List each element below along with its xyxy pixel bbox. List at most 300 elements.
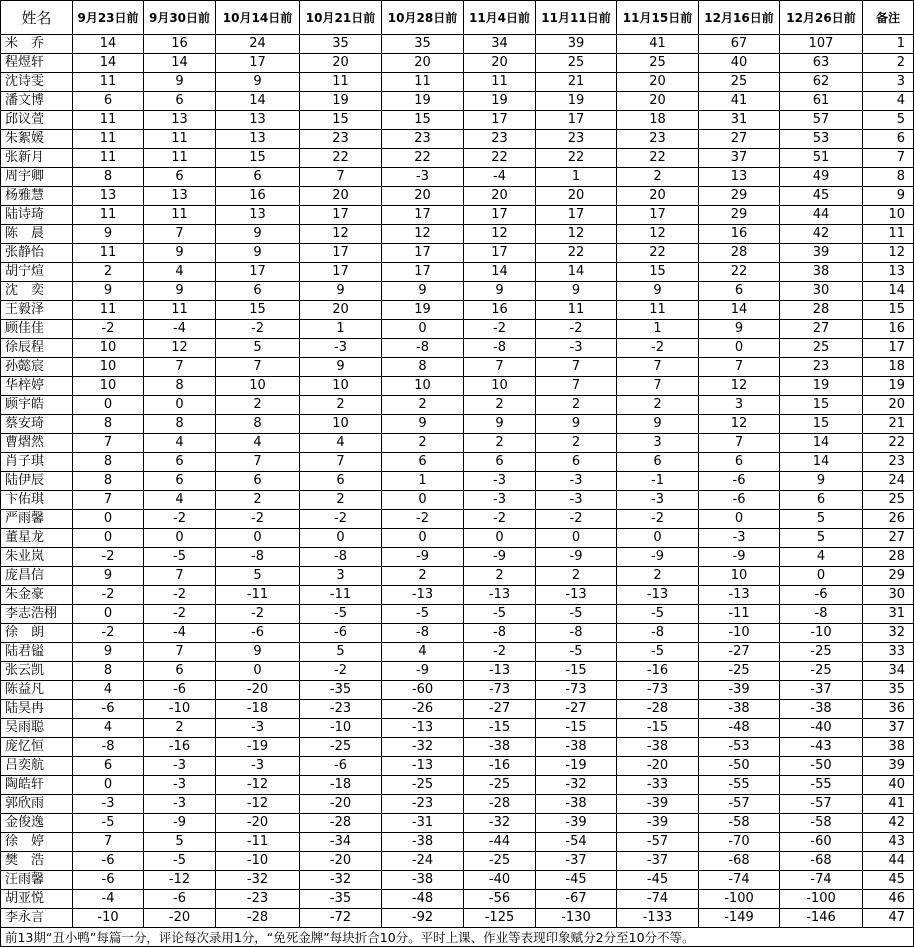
score-cell: 2 [464,396,536,415]
score-cell: -74 [617,890,699,909]
student-name-cell: 董星龙 [1,529,73,548]
score-cell: 17 [300,244,382,263]
score-cell: 17 [382,206,464,225]
table-row [1,206,914,225]
header-row [1,1,914,35]
score-cell: -100 [699,890,780,909]
score-cell: 2 [617,396,699,415]
score-cell: -6 [699,472,780,491]
student-name-cell: 严雨馨 [1,510,73,529]
score-cell: 1 [382,472,464,491]
score-cell: -8 [73,738,144,757]
table-row [1,434,914,453]
rank-note-cell: 23 [863,453,914,472]
column-header-date: 9月23日前 [73,1,144,35]
table-row [1,567,914,586]
score-cell: -34 [300,833,382,852]
score-cell: -2 [144,605,216,624]
score-cell: 0 [780,567,863,586]
score-cell: -2 [464,510,536,529]
score-cell: -10 [216,852,300,871]
score-cell: -28 [464,795,536,814]
score-cell: -1 [617,472,699,491]
score-cell: -38 [780,700,863,719]
score-cell: 11 [73,301,144,320]
score-cell: 9 [300,358,382,377]
score-cell: 10 [73,339,144,358]
score-cell: -92 [382,909,464,928]
score-cell: -2 [464,643,536,662]
score-cell: 17 [382,263,464,282]
score-cell: -55 [780,776,863,795]
score-cell: 9 [216,73,300,92]
student-name-cell: 华梓婷 [1,377,73,396]
score-cell: -8 [464,339,536,358]
rank-note-cell: 39 [863,757,914,776]
column-header-date: 10月21日前 [300,1,382,35]
score-cell: 7 [144,643,216,662]
score-cell: 7 [536,377,617,396]
column-header-note: 备注 [863,1,914,35]
score-cell: -38 [536,738,617,757]
score-cell: 4 [73,719,144,738]
score-cell: -11 [216,833,300,852]
score-cell: -6 [73,871,144,890]
column-header-date: 11月4日前 [464,1,536,35]
table-row [1,491,914,510]
score-cell: -11 [699,605,780,624]
score-cell: -5 [300,605,382,624]
column-header-date: 12月26日前 [780,1,863,35]
student-name-cell: 曹熠然 [1,434,73,453]
score-cell: 7 [73,434,144,453]
score-cell: 0 [300,529,382,548]
score-cell: -5 [617,605,699,624]
score-cell: -3 [300,339,382,358]
score-cell: 7 [73,833,144,852]
score-cell: 2 [617,168,699,187]
score-cell: 6 [464,453,536,472]
score-cell: 20 [464,54,536,73]
score-cell: 0 [216,662,300,681]
score-cell: -9 [144,814,216,833]
score-cell: -40 [464,871,536,890]
score-cell: -25 [382,776,464,795]
score-cell: 17 [464,206,536,225]
rank-note-cell: 10 [863,206,914,225]
score-cell: 11 [464,73,536,92]
student-name-cell: 孙懿宸 [1,358,73,377]
score-cell: 2 [216,491,300,510]
score-cell: 9 [216,244,300,263]
score-cell: 6 [382,453,464,472]
score-cell: -3 [464,491,536,510]
score-cell: -24 [382,852,464,871]
rank-note-cell: 16 [863,320,914,339]
score-cell: 9 [73,567,144,586]
score-cell: -18 [216,700,300,719]
student-name-cell: 沈 奕 [1,282,73,301]
score-cell: 10 [699,567,780,586]
score-cell: 39 [536,35,617,54]
score-cell: -45 [617,871,699,890]
score-cell: 3 [699,396,780,415]
rank-note-cell: 41 [863,795,914,814]
score-cell: -25 [464,776,536,795]
score-cell: 41 [699,92,780,111]
student-name-cell: 徐 婷 [1,833,73,852]
student-name-cell: 朱业岚 [1,548,73,567]
score-cell: -13 [699,586,780,605]
score-cell: 20 [617,92,699,111]
score-cell: -19 [536,757,617,776]
score-cell: -23 [300,700,382,719]
score-cell: -2 [73,320,144,339]
score-cell: 7 [464,358,536,377]
rank-note-cell: 28 [863,548,914,567]
table-row [1,396,914,415]
score-cell: 49 [780,168,863,187]
table-row [1,187,914,206]
student-name-cell: 朱金豪 [1,586,73,605]
score-cell: -8 [382,339,464,358]
score-cell: -5 [536,643,617,662]
student-name-cell: 徐辰程 [1,339,73,358]
table-row [1,586,914,605]
score-cell: -38 [536,795,617,814]
score-cell: -130 [536,909,617,928]
score-cell: 20 [464,187,536,206]
score-cell: -39 [536,814,617,833]
score-cell: 13 [216,206,300,225]
score-cell: -32 [382,738,464,757]
table-row [1,54,914,73]
rank-note-cell: 37 [863,719,914,738]
table-row [1,168,914,187]
score-cell: -5 [617,643,699,662]
score-cell: 8 [382,358,464,377]
score-cell: 0 [73,396,144,415]
score-cell: -15 [536,662,617,681]
score-cell: 2 [73,263,144,282]
score-cell: -10 [699,624,780,643]
rank-note-cell: 20 [863,396,914,415]
score-cell: -38 [382,871,464,890]
score-cell: 6 [73,92,144,111]
score-cell: 22 [617,244,699,263]
score-cell: 7 [144,358,216,377]
score-cell: 4 [73,681,144,700]
score-cell: 15 [300,111,382,130]
score-cell: 23 [382,130,464,149]
score-cell: 15 [216,301,300,320]
score-cell: 9 [464,415,536,434]
score-cell: 6 [300,472,382,491]
rank-note-cell: 9 [863,187,914,206]
score-cell: -12 [216,795,300,814]
rank-note-cell: 27 [863,529,914,548]
score-cell: 63 [780,54,863,73]
score-cell: 10 [216,377,300,396]
student-name-cell: 陶皓轩 [1,776,73,795]
score-cell: -33 [617,776,699,795]
column-header-date: 11月11日前 [536,1,617,35]
rank-note-cell: 6 [863,130,914,149]
table-row [1,852,914,871]
score-cell: -3 [144,757,216,776]
score-cell: 9 [464,282,536,301]
student-name-cell: 陈 晨 [1,225,73,244]
student-name-cell: 蔡安琦 [1,415,73,434]
score-cell: 6 [144,92,216,111]
table-row [1,643,914,662]
score-cell: 5 [216,567,300,586]
score-cell: -6 [144,681,216,700]
score-cell: 9 [780,472,863,491]
score-cell: -27 [699,643,780,662]
score-cell: -48 [382,890,464,909]
score-cell: 12 [464,225,536,244]
score-cell: 57 [780,111,863,130]
score-cell: 12 [144,339,216,358]
score-cell: 6 [699,282,780,301]
score-cell: 2 [464,567,536,586]
score-cell: 9 [617,415,699,434]
score-cell: 51 [780,149,863,168]
score-cell: 25 [699,73,780,92]
score-cell: -9 [536,548,617,567]
rank-note-cell: 18 [863,358,914,377]
score-cell: -28 [300,814,382,833]
score-cell: 11 [73,130,144,149]
score-cell: 8 [73,453,144,472]
score-cell: -38 [464,738,536,757]
score-cell: 14 [780,434,863,453]
score-cell: 14 [73,54,144,73]
table-body [1,35,914,928]
score-cell: 16 [216,187,300,206]
score-cell: 61 [780,92,863,111]
score-cell: 9 [144,282,216,301]
rank-note-cell: 1 [863,35,914,54]
student-name-cell: 李志浩栩 [1,605,73,624]
table-row [1,624,914,643]
score-cell: 15 [216,149,300,168]
score-cell: 6 [144,472,216,491]
score-cell: 30 [780,282,863,301]
score-cell: 2 [536,396,617,415]
score-cell: -20 [144,909,216,928]
score-cell: -9 [382,548,464,567]
score-cell: -146 [780,909,863,928]
score-cell: -57 [617,833,699,852]
score-cell: -39 [617,814,699,833]
score-cell: -16 [144,738,216,757]
score-cell: 6 [780,491,863,510]
score-cell: -9 [464,548,536,567]
score-cell: 14 [699,301,780,320]
score-cell: 22 [536,149,617,168]
score-cell: -40 [780,719,863,738]
score-cell: -4 [144,624,216,643]
score-cell: -4 [73,890,144,909]
score-cell: 17 [464,244,536,263]
footnote-row [1,928,914,947]
rank-note-cell: 7 [863,149,914,168]
table-row [1,282,914,301]
rank-note-cell: 12 [863,244,914,263]
score-cell: 12 [699,377,780,396]
score-cell: -23 [382,795,464,814]
score-cell: 10 [73,377,144,396]
student-name-cell: 吴雨聪 [1,719,73,738]
rank-note-cell: 40 [863,776,914,795]
table-row [1,225,914,244]
score-cell: -19 [216,738,300,757]
student-name-cell: 陆诗琦 [1,206,73,225]
score-cell: 28 [780,301,863,320]
rank-note-cell: 25 [863,491,914,510]
score-cell: 13 [144,187,216,206]
table-row [1,263,914,282]
score-cell: -6 [300,757,382,776]
score-cell: 8 [73,472,144,491]
student-name-cell: 陆昊冉 [1,700,73,719]
score-cell: 11 [144,206,216,225]
score-cell: 4 [300,434,382,453]
score-cell: 6 [144,168,216,187]
score-cell: 7 [216,358,300,377]
score-cell: 12 [300,225,382,244]
score-cell: 17 [216,263,300,282]
score-cell: -2 [464,320,536,339]
score-cell: 19 [464,92,536,111]
rank-note-cell: 44 [863,852,914,871]
score-cell: -57 [699,795,780,814]
score-cell: 0 [216,529,300,548]
score-cell: 9 [144,244,216,263]
score-cell: 20 [536,187,617,206]
score-cell: -38 [382,833,464,852]
score-cell: -56 [464,890,536,909]
student-name-cell: 周宇卿 [1,168,73,187]
score-cell: -70 [699,833,780,852]
score-cell: 0 [144,529,216,548]
score-cell: 9 [216,225,300,244]
score-cell: 29 [699,206,780,225]
score-cell: -16 [617,662,699,681]
score-cell: -58 [699,814,780,833]
table-row [1,358,914,377]
score-cell: 9 [382,282,464,301]
score-cell: 2 [216,396,300,415]
score-cell: 9 [382,415,464,434]
rank-note-cell: 3 [863,73,914,92]
student-name-cell: 沈诗雯 [1,73,73,92]
score-cell: -3 [536,339,617,358]
score-cell: 2 [300,491,382,510]
score-cell: -13 [536,586,617,605]
table-row [1,301,914,320]
score-cell: 9 [300,282,382,301]
score-cell: -68 [699,852,780,871]
score-cell: 8 [216,415,300,434]
score-cell: -54 [536,833,617,852]
score-cell: 11 [73,149,144,168]
score-cell: 14 [464,263,536,282]
student-name-cell: 潘文博 [1,92,73,111]
student-name-cell: 樊 浩 [1,852,73,871]
rank-note-cell: 29 [863,567,914,586]
score-cell: 9 [73,643,144,662]
score-cell: -5 [73,814,144,833]
table-row [1,757,914,776]
rank-note-cell: 24 [863,472,914,491]
table-row [1,244,914,263]
score-cell: 6 [216,472,300,491]
score-cell: 2 [144,719,216,738]
score-cell: -4 [464,168,536,187]
score-cell: -8 [382,624,464,643]
table-row [1,472,914,491]
score-cell: -149 [699,909,780,928]
score-cell: 13 [144,111,216,130]
score-cell: -12 [216,776,300,795]
score-cell: -2 [73,624,144,643]
score-cell: 15 [780,396,863,415]
score-cell: -3 [699,529,780,548]
score-cell: -2 [144,586,216,605]
score-cell: 15 [780,415,863,434]
score-cell: 11 [144,130,216,149]
rank-note-cell: 8 [863,168,914,187]
score-cell: 6 [617,453,699,472]
score-cell: -13 [617,586,699,605]
score-cell: 0 [73,776,144,795]
score-cell: 0 [382,491,464,510]
score-cell: 2 [382,567,464,586]
score-cell: 20 [300,54,382,73]
score-cell: 31 [699,111,780,130]
score-cell: 2 [617,567,699,586]
score-cell: -18 [300,776,382,795]
student-name-cell: 顾佳佳 [1,320,73,339]
score-cell: 7 [617,377,699,396]
score-cell: -38 [617,738,699,757]
score-cell: -6 [216,624,300,643]
score-cell: -16 [464,757,536,776]
score-cell: -2 [536,320,617,339]
score-cell: 19 [536,92,617,111]
score-cell: 10 [464,377,536,396]
table-row [1,339,914,358]
score-cell: -39 [617,795,699,814]
score-cell: 9 [536,415,617,434]
score-cell: 13 [699,168,780,187]
score-cell: 28 [699,244,780,263]
score-cell: -25 [300,738,382,757]
score-cell: -3 [216,719,300,738]
score-cell: -2 [216,320,300,339]
table-row [1,111,914,130]
score-cell: -3 [536,491,617,510]
score-cell: 23 [536,130,617,149]
student-name-cell: 陆伊辰 [1,472,73,491]
score-cell: 20 [617,73,699,92]
score-cell: -5 [382,605,464,624]
score-cell: 20 [382,187,464,206]
score-cell: 10 [300,415,382,434]
